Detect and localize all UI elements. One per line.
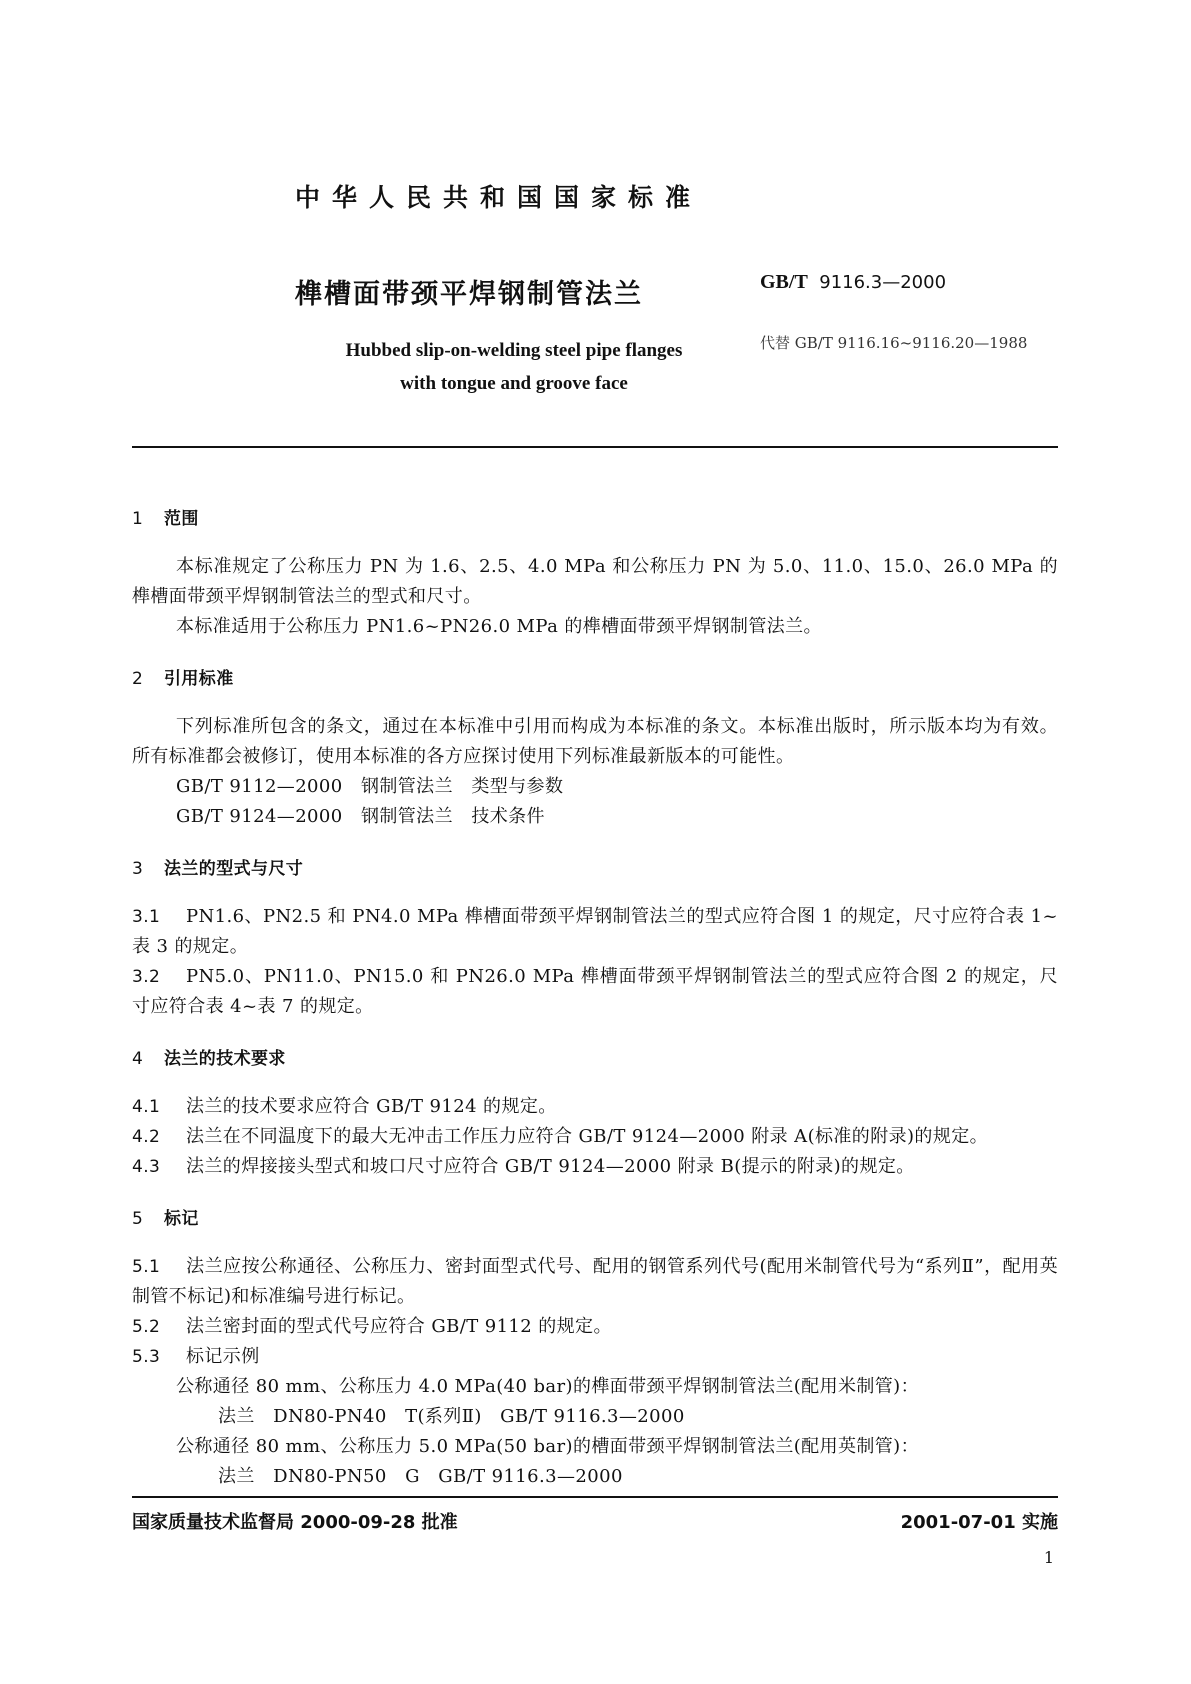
clause-5-2 [132, 1312, 1058, 1342]
clause-number: 4.3 [132, 1157, 161, 1177]
clause-number: 5.3 [132, 1347, 161, 1367]
section-heading-types-dimensions [132, 854, 1058, 884]
section-title: 法兰的技术要求 [164, 1049, 286, 1069]
standard-code-prefix: GB/T [760, 271, 808, 293]
clause-text: 法兰的焊接接头型式和坡口尺寸应符合 GB/T 9124—2000 附录 B(提示的附录)的规定。 [186, 1156, 915, 1177]
section-number: 2 [132, 669, 144, 689]
section-number: 4 [132, 1049, 144, 1069]
document-body [132, 500, 1058, 1492]
replaces-note: 代替 GB/T 9116.16~9116.20—1988 [760, 334, 1028, 352]
section-title: 范围 [164, 509, 199, 529]
clause-4-3 [132, 1152, 1058, 1182]
example-marking: 法兰 DN80-PN40 T(系列Ⅱ) GB/T 9116.3—2000 [218, 1406, 685, 1427]
section-heading-references [132, 664, 1058, 694]
clause-5-1 [132, 1252, 1058, 1312]
clause-text: 法兰的技术要求应符合 GB/T 9124 的规定。 [186, 1096, 557, 1117]
clause-text: 法兰密封面的型式代号应符合 GB/T 9112 的规定。 [186, 1316, 612, 1337]
standard-code [760, 271, 946, 294]
example-marking: 法兰 DN80-PN50 G GB/T 9116.3—2000 [218, 1466, 623, 1487]
effective-date: 2001-07-01 实施 [900, 1512, 1058, 1533]
example-description: 公称通径 80 mm、公称压力 5.0 MPa(50 bar)的槽面带颈平焊钢制管法兰(配用英制管)： [176, 1436, 919, 1457]
title-en-line-2: with tongue and groove face [400, 373, 628, 394]
clause-number: 4.1 [132, 1097, 161, 1117]
clause-text: 标记示例 [186, 1346, 260, 1367]
clause-text: PN5.0、PN11.0、PN15.0 和 PN26.0 MPa 榫槽面带颈平焊钢制管法兰的型式应符合图 2 的规定，尺寸应符合表 4~表 7 的规定。 [132, 966, 1058, 1017]
clause-3-2 [132, 962, 1058, 1022]
clause-4-1 [132, 1092, 1058, 1122]
national-standard-heading: 中华人民共和国国家标准 [295, 183, 703, 212]
clause-number: 4.2 [132, 1127, 161, 1147]
clause-number: 5.1 [132, 1257, 161, 1277]
clause-3-1 [132, 902, 1058, 962]
standard-title-en [0, 334, 1028, 400]
clause-text: 法兰在不同温度下的最大无冲击工作压力应符合 GB/T 9124—2000 附录 A(标准的附录)的规定。 [186, 1126, 989, 1147]
reference-item: GB/T 9124—2000 钢制管法兰 技术条件 [176, 806, 545, 827]
footer-divider [132, 1496, 1058, 1498]
clause-4-2 [132, 1122, 1058, 1152]
section-heading-scope [132, 504, 1058, 534]
scope-paragraph-2: 本标准适用于公称压力 PN1.6~PN26.0 MPa 的榫槽面带颈平焊钢制管法兰。 [176, 616, 822, 637]
header-divider [132, 446, 1058, 448]
section-number: 1 [132, 509, 144, 529]
section-title: 标记 [164, 1209, 199, 1229]
title-en-line-1: Hubbed slip-on-welding steel pipe flanges [345, 340, 683, 361]
section-heading-technical-requirements [132, 1044, 1058, 1074]
section-title: 引用标准 [164, 669, 234, 689]
section-number: 5 [132, 1209, 144, 1229]
standard-code-number: 9116.3—2000 [819, 272, 947, 293]
clause-number: 3.1 [132, 907, 161, 927]
reference-item: GB/T 9112—2000 钢制管法兰 类型与参数 [176, 776, 564, 797]
clause-text: 法兰应按公称通径、公称压力、密封面型式代号、配用的钢管系列代号(配用米制管代号为“系列Ⅱ”，配用英制管不标记)和标准编号进行标记。 [132, 1256, 1058, 1307]
references-paragraph: 下列标准所包含的条文，通过在本标准中引用而构成为本标准的条文。本标准出版时，所示版本均为有效。所有标准都会被修订，使用本标准的各方应探讨使用下列标准最新版本的可能性。 [132, 716, 1058, 767]
approval-date: 国家质量技术监督局 2000-09-28 批准 [132, 1512, 458, 1533]
example-description: 公称通径 80 mm、公称压力 4.0 MPa(40 bar)的榫面带颈平焊钢制管法兰(配用米制管)： [176, 1376, 919, 1397]
clause-number: 5.2 [132, 1317, 161, 1337]
clause-5-3 [132, 1342, 1058, 1372]
section-heading-marking [132, 1204, 1058, 1234]
standard-title-cn: 榫槽面带颈平焊钢制管法兰 [295, 279, 643, 310]
section-title: 法兰的型式与尺寸 [164, 859, 304, 879]
scope-paragraph-1: 本标准规定了公称压力 PN 为 1.6、2.5、4.0 MPa 和公称压力 PN 为 5.0、11.0、15.0、26.0 MPa 的榫槽面带颈平焊钢制管法兰的型式和尺寸。 [132, 556, 1058, 607]
clause-number: 3.2 [132, 967, 161, 987]
page-number: 1 [1043, 1548, 1054, 1567]
section-number: 3 [132, 859, 144, 879]
clause-text: PN1.6、PN2.5 和 PN4.0 MPa 榫槽面带颈平焊钢制管法兰的型式应符合图 1 的规定，尺寸应符合表 1~表 3 的规定。 [132, 906, 1058, 957]
